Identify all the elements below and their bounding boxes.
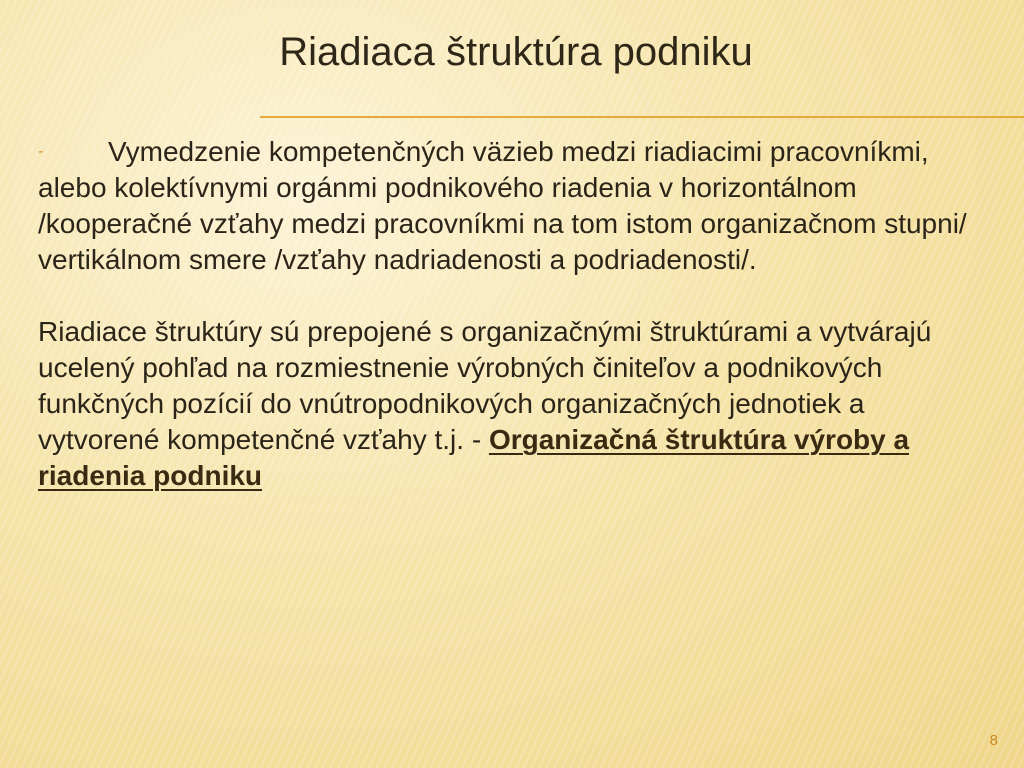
paragraph-2 xyxy=(38,314,988,494)
paragraph-2-text: Riadiace štruktúry sú prepojené s organizačnými štruktúrami a vytvárajú ucelený pohľad na rozmiestnenie výrobných činiteľov a podnikových funkčných pozícií do vnútropodnikových organizačných jednotiek a vytvorené kompetenčné vzťahy t.j. - xyxy=(38,316,932,455)
slide-body xyxy=(38,134,988,494)
title-divider xyxy=(260,116,1024,118)
bullet-marker: - xyxy=(38,143,44,160)
paragraph-1-text: Vymedzenie kompetenčných väzieb medzi riadiacimi pracovníkmi, alebo kolektívnymi orgánmi podnikového riadenia v horizontálnom /kooperačné vzťahy medzi pracovníkmi na tom istom organizačnom stupni/ vertikálnom smere /vzťahy nadriadenosti a podriadenosti/. xyxy=(38,136,967,275)
paragraph-1 xyxy=(38,134,988,278)
org-structure-link[interactable]: Organizačná štruktúra výroby a riadenia podniku xyxy=(38,424,910,491)
slide-title: Riadiaca štruktúra podniku xyxy=(279,30,753,74)
page-number: 8 xyxy=(989,732,998,749)
